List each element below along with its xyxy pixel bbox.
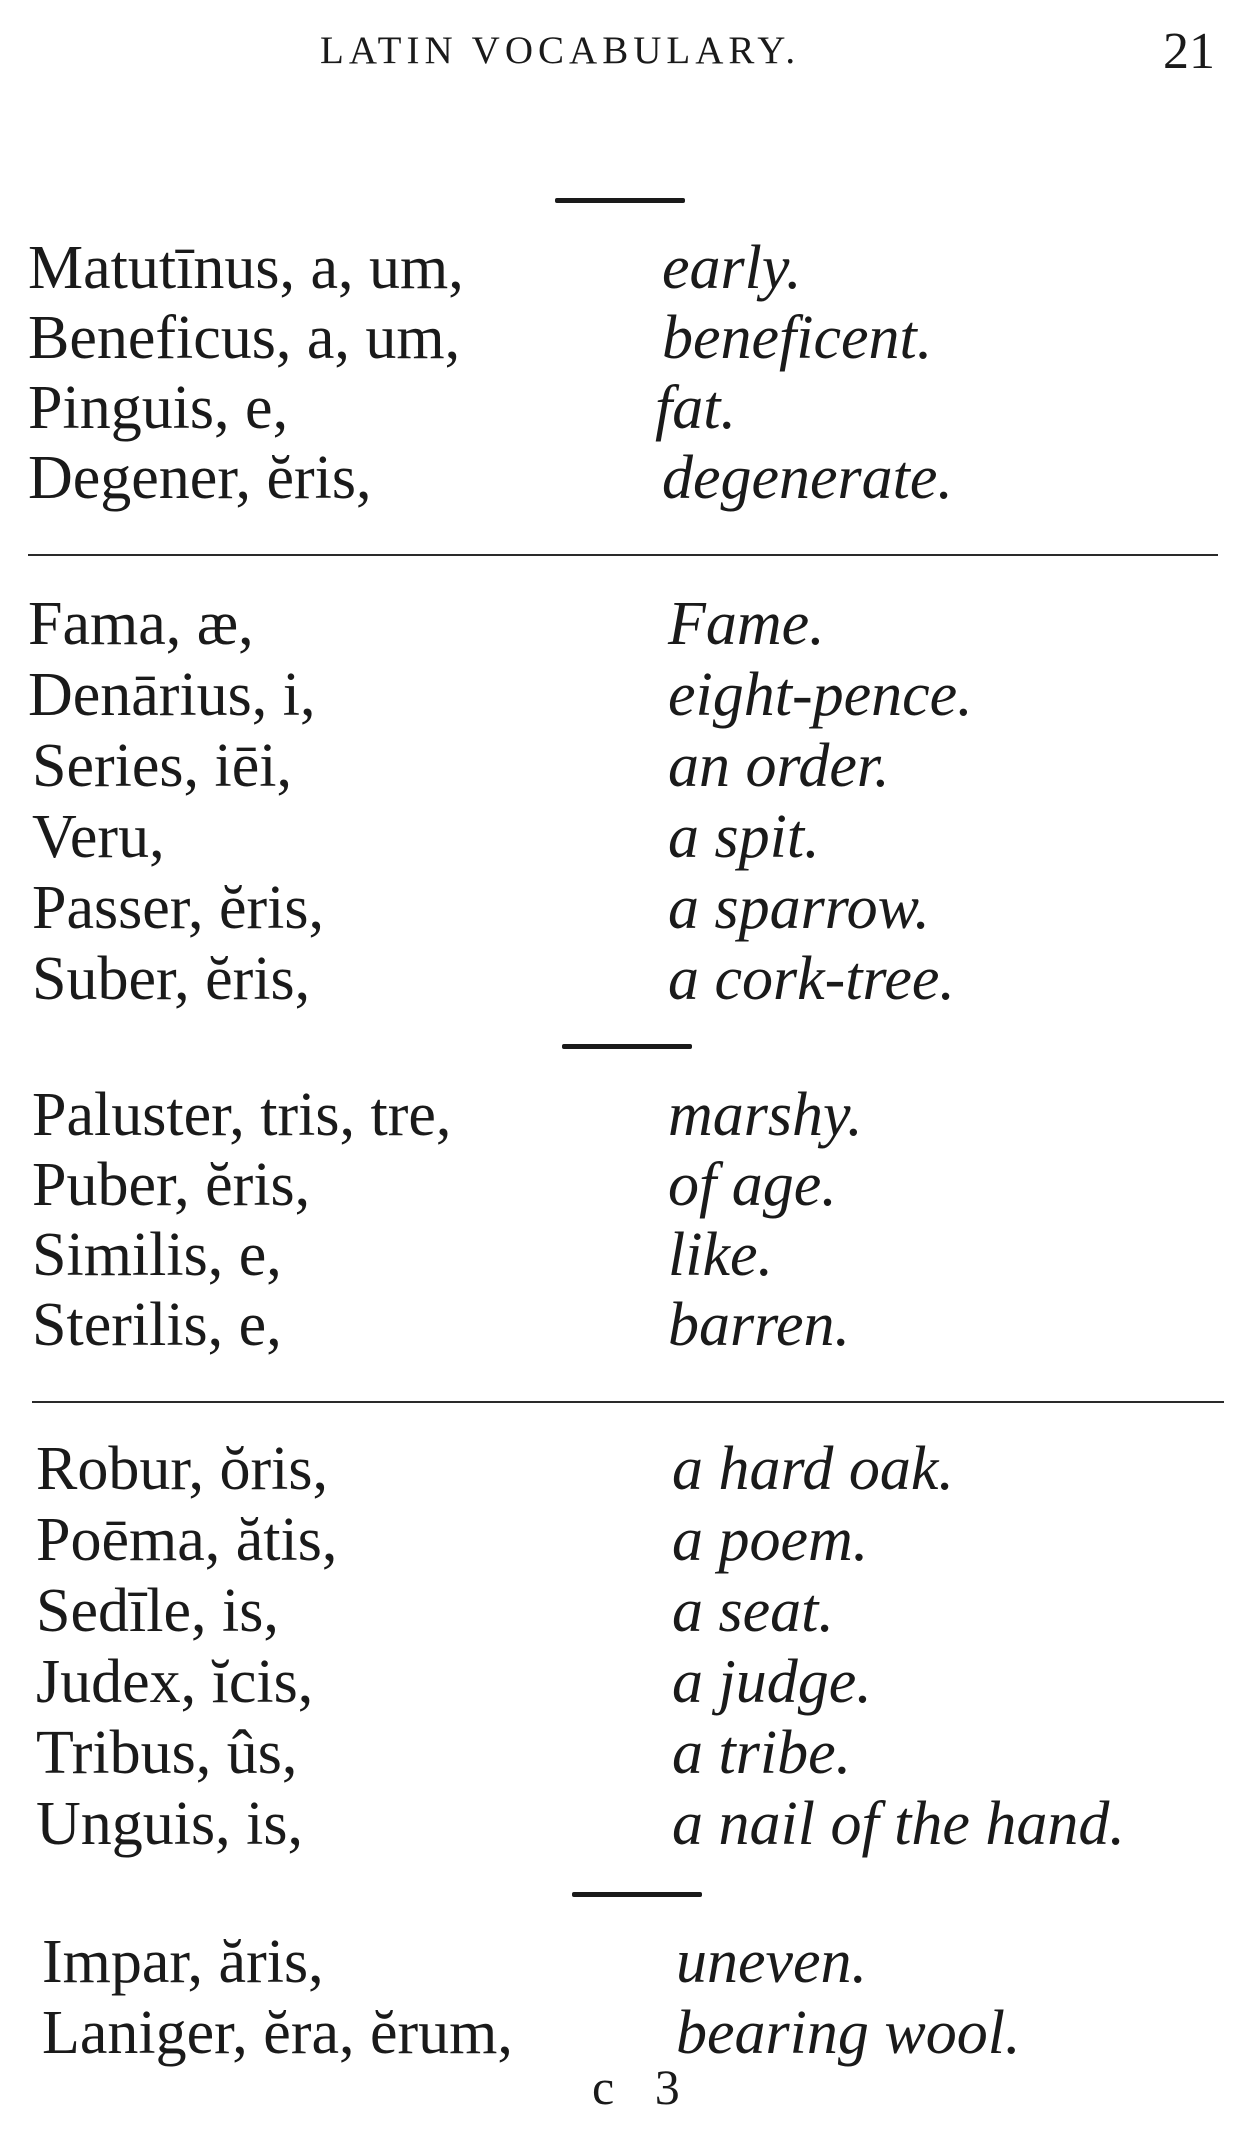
- section-rule: [555, 198, 685, 203]
- latin-word: Sterilis, e,: [32, 1291, 282, 1359]
- latin-word: Similis, e,: [32, 1221, 282, 1289]
- english-meaning: Fame.: [668, 590, 825, 658]
- english-meaning: a poem.: [672, 1506, 869, 1574]
- latin-word: Fama, æ,: [28, 590, 254, 658]
- english-meaning: fat.: [655, 374, 736, 442]
- latin-word: Passer, ĕris,: [32, 874, 324, 942]
- latin-word: Degener, ĕris,: [28, 444, 372, 512]
- latin-word: Puber, ĕris,: [32, 1151, 311, 1219]
- english-meaning: marshy.: [668, 1081, 863, 1149]
- latin-word: Pinguis, e,: [28, 374, 289, 442]
- english-meaning: a nail of the hand.: [672, 1790, 1125, 1858]
- latin-word: Denārius, i,: [28, 661, 316, 729]
- vocab-entry: [0, 1646, 1245, 1718]
- english-meaning: a sparrow.: [668, 874, 930, 942]
- page-number: 21: [1163, 23, 1215, 80]
- english-meaning: a spit.: [668, 803, 820, 871]
- vocab-entry: [0, 1079, 1245, 1151]
- english-meaning: barren.: [668, 1291, 850, 1359]
- latin-word: Robur, ŏris,: [36, 1435, 329, 1503]
- running-title: LATIN VOCABULARY.: [320, 29, 801, 72]
- vocab-entry: [0, 1717, 1245, 1789]
- vocab-entry: [0, 1289, 1245, 1361]
- section-rule: [562, 1044, 692, 1049]
- latin-word: Veru,: [32, 803, 165, 871]
- english-meaning: bearing wool.: [676, 1999, 1021, 2067]
- latin-word: Laniger, ĕra, ĕrum,: [42, 1999, 513, 2067]
- vocab-entry: [0, 659, 1245, 731]
- vocab-entry: [0, 943, 1245, 1015]
- vocab-entry: [0, 730, 1245, 802]
- section-rule: [572, 1892, 702, 1897]
- vocab-entry: [0, 1219, 1245, 1291]
- english-meaning: a seat.: [672, 1577, 834, 1645]
- english-meaning: of age.: [668, 1151, 837, 1219]
- latin-word: Judex, ĭcis,: [36, 1648, 314, 1716]
- vocab-entry: [0, 442, 1245, 514]
- vocab-entry: [0, 1149, 1245, 1221]
- latin-word: Tribus, ûs,: [36, 1719, 298, 1787]
- divider-line: [32, 1401, 1224, 1403]
- vocab-entry: [0, 872, 1245, 944]
- vocab-entry: [0, 1575, 1245, 1647]
- vocab-entry: [0, 232, 1245, 304]
- english-meaning: like.: [668, 1221, 773, 1289]
- english-meaning: early.: [662, 234, 802, 302]
- english-meaning: an order.: [668, 732, 890, 800]
- vocab-entry: [0, 302, 1245, 374]
- vocab-entry: [0, 588, 1245, 660]
- latin-word: Series, iēi,: [32, 732, 292, 800]
- latin-word: Unguis, is,: [36, 1790, 303, 1858]
- english-meaning: degenerate.: [662, 444, 953, 512]
- vocab-entry: [0, 1504, 1245, 1576]
- vocab-entry: [0, 801, 1245, 873]
- english-meaning: eight-pence.: [668, 661, 973, 729]
- english-meaning: a hard oak.: [672, 1435, 954, 1503]
- vocab-entry: [0, 1433, 1245, 1505]
- latin-word: Poēma, ătis,: [36, 1506, 338, 1574]
- english-meaning: a cork-tree.: [668, 945, 955, 1013]
- latin-word: Impar, ăris,: [42, 1928, 324, 1996]
- latin-word: Matutīnus, a, um,: [28, 234, 464, 302]
- vocab-entry: [0, 1788, 1245, 1860]
- vocab-entry: [0, 1926, 1245, 1998]
- latin-word: Beneficus, a, um,: [28, 304, 461, 372]
- english-meaning: a tribe.: [672, 1719, 852, 1787]
- divider-line: [28, 554, 1218, 556]
- english-meaning: beneficent.: [662, 304, 933, 372]
- latin-word: Paluster, tris, tre,: [32, 1081, 452, 1149]
- vocab-entry: [0, 372, 1245, 444]
- latin-word: Suber, ĕris,: [32, 945, 311, 1013]
- english-meaning: a judge.: [672, 1648, 872, 1716]
- english-meaning: uneven.: [676, 1928, 868, 1996]
- printer-signature-mark: c 3: [592, 2059, 694, 2115]
- latin-word: Sedīle, is,: [36, 1577, 279, 1645]
